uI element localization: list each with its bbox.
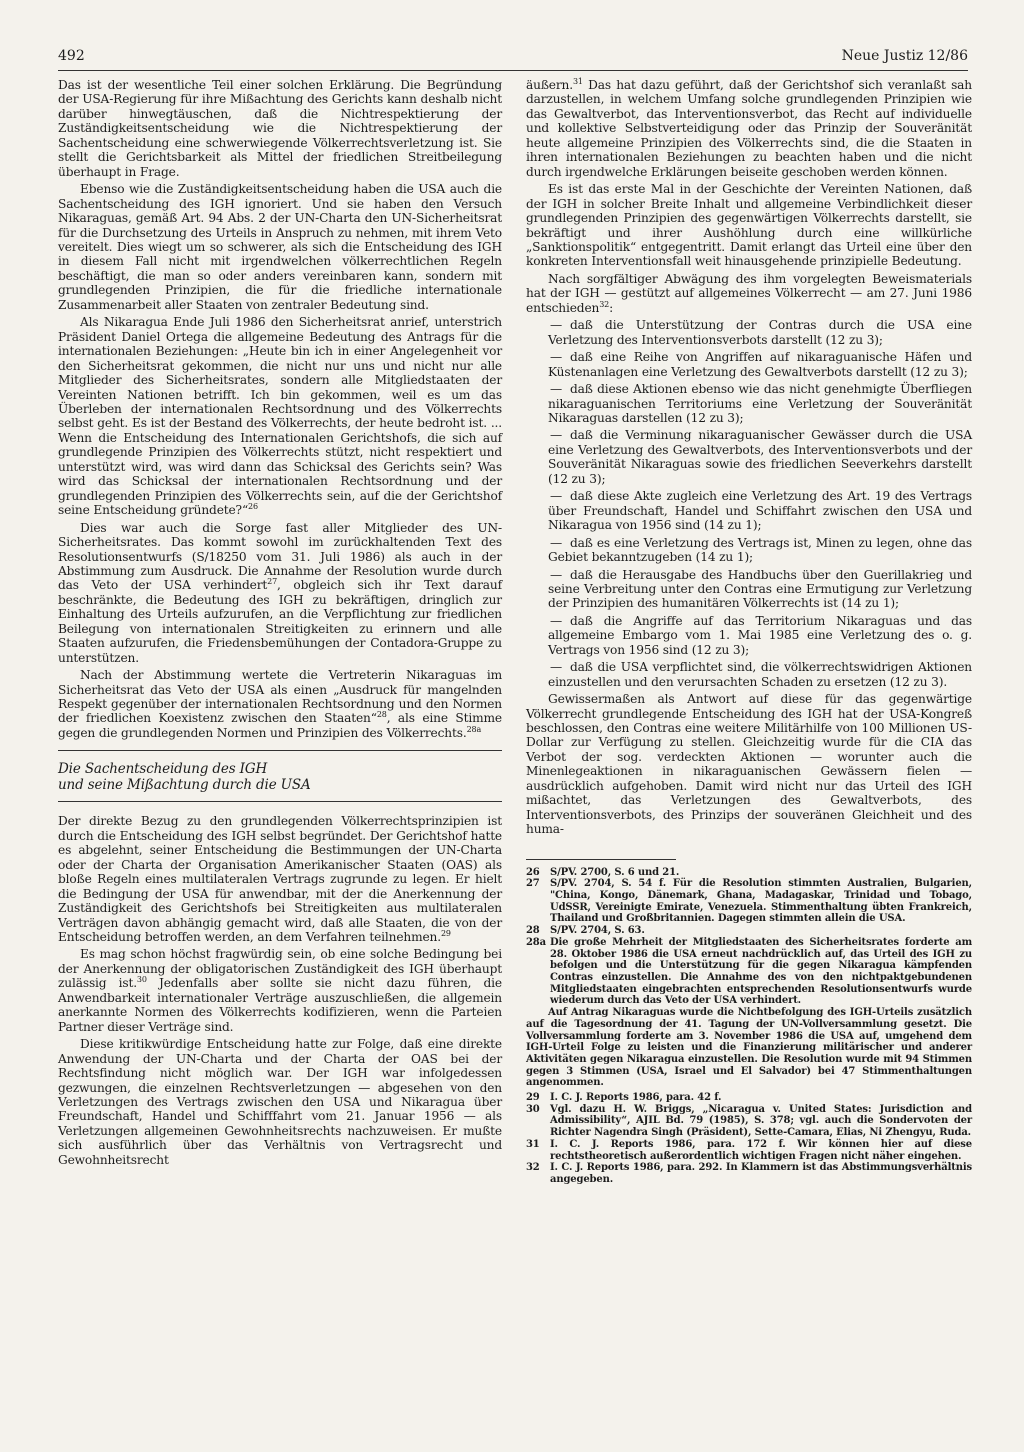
- paragraph-text: Nach sorgfältiger Abwägung des ihm vorgelegten Beweismaterials hat der IGH — gestützt auf allgemeines Völkerrecht — am 27. Juni 1986 entschieden: [526, 271, 972, 315]
- paragraph: Diese kritikwürdige Entscheidung hatte zur Folge, daß eine direkte Anwendung der UN-Charta und der Charta der OAS bei der Rechtsfindung nicht möglich war. Der IGH war infolgedessen gezwungen, die einzelnen Rechtsverletzungen — abgesehen von den Verletzungen des Vertrags zwischen den USA und Nikaragua über Freundschaft, Handel und Schifffahrt vom 21. Januar 1956 — als Verletzungen allgemeinen Gewohnheitsrechts nachzuweisen. Er mußte sich ausführlich über das Verhältnis von Vertragsrecht und Gewohnheitsrecht: [58, 1037, 502, 1167]
- paragraph-text: äußern.: [526, 78, 573, 92]
- footnote-ref: 32: [599, 299, 610, 309]
- footnote-number: 32: [526, 1162, 540, 1174]
- paragraph: Das ist der wesentliche Teil einer solchen Erklärung. Die Begründung der USA-Regierung für ihre Mißachtung des Gerichts kann deshalb nicht darüber hinwegtäuschen, daß die Nichtrespektierung der Zuständigkeitsentscheidung wie die Nichtrespektierung der Sachentscheidung eine schwerwiegende Völkerrechtsverletzung ist. Sie stellt die Gerichtsbarkeit als Mittel der friedlichen Streitbeilegung überhaupt in Frage.: [58, 78, 502, 179]
- paragraph: [58, 521, 502, 666]
- paragraph: [58, 668, 502, 740]
- footnote-continuation: Auf Antrag Nikaraguas wurde die Nichtbefolgung des IGH-Urteils zusätzlich auf die Tagesordnung der 41. Tagung der UN-Vollversammlung gesetzt. Die Vollversammlung forderte am 3. November 1986 die USA auf, umgehend dem IGH-Urteil Folge zu leisten und die Finanzierung militärischer und anderer Aktivitäten gegen Nikaragua einzustellen. Die Resolution wurde mit 94 Stimmen gegen 3 Stimmen (USA, Israel und El Salvador) bei 47 Stimmenthaltungen angenommen.: [526, 1007, 972, 1089]
- list-item: [526, 350, 972, 379]
- footnote-text: S/PV. 2704, S. 54 f. Für die Resolution stimmten Australien, Bulgarien, "China, Kongo, Dänemark, Ghana, Madagaskar, Trinidad und Tobago, UdSSR, Vereinigte Emirate, Venezuela. Stimmenthaltung übten Frankreich, Thailand und Großbritannien. Dagegen stimmten allein die USA.: [550, 878, 972, 925]
- paragraph-text: Das hat dazu geführt, daß der Gerichtshof sich veranlaßt sah darzustellen, in welchem Umfang solche grundlegenden Prinzipien wie das Gewaltverbot, das Interventionsverbot, das Recht auf individuelle und kollektive Selbstverteidigung oder das Prinzip der Souveränität heute allgemeine Prinzipien des Völkerrechts sind, die die Staaten in ihren internationalen Beziehungen zu beachten haben und die nicht durch irgendwelche Erklärungen beiseite geschoben werden können.: [526, 78, 972, 179]
- paragraph: [58, 947, 502, 1034]
- footnote: [526, 1162, 972, 1185]
- footnote-ref: 31: [572, 76, 583, 86]
- paragraph: Es ist das erste Mal in der Geschichte der Vereinten Nationen, daß der IGH in solcher Breite Inhalt und allgemeine Verbindlichkeit dieser grundlegenden Prinzipien des gegenwärtigen Völkerrechts darstellt, sie bekräftigt und ihrer Aushöhlung durch eine willkürliche „Sanktionspolitik“ entgegentritt. Damit erlangt das Urteil eine über den konkreten Interventionsfall weit hinausgehende prinzipielle Bedeutung.: [526, 182, 972, 269]
- footnote: [526, 1139, 972, 1162]
- paragraph: [526, 272, 972, 315]
- list-item: [526, 489, 972, 532]
- footnote-number: 28: [526, 925, 540, 937]
- list-item-text: daß es eine Verletzung des Vertrags ist, Minen zu legen, ohne das Gebiet bekanntzugeben (14 zu 1);: [548, 535, 972, 565]
- footnote-text: Die große Mehrheit der Mitgliedstaaten des Sicherheitsrates forderte am 28. Oktober 1986 die USA erneut nachdrücklich auf, das Urteil des IGH zu befolgen und die Unterstützung für die gegen Nikaragua kämpfenden Contras einzustellen. Die Annahme des von den nichtpaktgebundenen Mitgliedstaaten eingebrachten entsprechenden Resolutionsentwurfs wurde wiederum durch das Veto der USA verhindert.: [550, 936, 972, 1007]
- section-heading-line: und seine Mißachtung durch die USA: [58, 777, 311, 794]
- paragraph-text: Jedenfalls aber sollte sie nicht dazu führen, die Anwendbarkeit internationaler Verträge auszuschließen, die allgemein anerkannte Normen des Völkerrechts kodifizieren, wenn die Parteien Partner dieser Verträge sind.: [58, 976, 502, 1034]
- list-item: [526, 660, 972, 689]
- footnote-text: I. C. J. Reports 1986, para. 42 f.: [550, 1092, 722, 1104]
- page-number: 492: [58, 48, 85, 64]
- paragraph: Ebenso wie die Zuständigkeitsentscheidung haben die USA auch die Sachentscheidung des IGH ignoriert. Und sie haben den Versuch Nikaraguas, gemäß Art. 94 Abs. 2 der UN-Charta den UN-Sicherheitsrat für die Durchsetzung des Urteils in Anspruch zu nehmen, mit ihrem Veto vereitelt. Dies wiegt um so schwerer, als sich die Entscheidung des IGH in diesem Fall nicht mit irgendwelchen völkerrechtlichen Regeln beschäftigt, die man so oder anders vereinbaren kann, sondern mit grundlegenden Prinzipien, die für die friedliche internationale Zusammenarbeit aller Staaten von zentraler Bedeutung sind.: [58, 182, 502, 312]
- section-heading: [58, 750, 502, 802]
- dash-icon: —: [550, 350, 563, 365]
- paragraph: Gewissermaßen als Antwort auf diese für das gegenwärtige Völkerrecht grundlegende Entscheidung des IGH hat der USA-Kongreß beschlossen, den Contras eine weitere Militärhilfe von 100 Millionen US-Dollar zur Verfügung zu stellen. Gleichzeitig wurde für die CIA das Verbot der sog. verdeckten Aktionen — worunter auch die Minenlegeaktionen in nikaraguanischen Gewässern fielen — ausdrücklich aufgehoben. Damit wird nicht nur das Urteil des IGH mißachtet, das Verletzungen des Gewaltverbots, des Interventionsverbots, des Prinzips der souveränen Gleichheit und des huma-: [526, 692, 972, 837]
- footnote-text: Vgl. dazu H. W. Briggs, „Nicaragua v. United States: Jurisdiction and Admissibility“, AJIL Bd. 79 (1985), S. 378; vgl. auch die Sondervoten der Richter Nagendra Singh (Präsident), Sette-Camara, Elias, Ni Zhengyu, Ruda.: [550, 1103, 972, 1139]
- list-item-text: daß eine Reihe von Angriffen auf nikaraguanische Häfen und Küstenanlagen eine Verletzung des Gewaltverbots darstellt (12 zu 3);: [548, 350, 972, 379]
- footnote-ref: 26: [248, 502, 258, 512]
- footnote-ref: 29: [440, 928, 451, 938]
- list-item-text: daß diese Aktionen ebenso wie das nicht genehmigte Überfliegen nikaraguanischen Territoriums eine Verletzung der Souveränität Nikaraguas darstellen (12 zu 3);: [548, 382, 972, 425]
- footnote-number: 26: [526, 866, 540, 878]
- footnote-text: I. C. J. Reports 1986, para. 172 f. Wir können hier auf diese rechtstheoretisch außerordentlich wichtigen Fragen nicht näher eingehen.: [550, 1138, 972, 1162]
- paragraph-text: Als Nikaragua Ende Juli 1986 den Sicherheitsrat anrief, unterstrich Präsident Daniel Ortega die allgemeine Bedeutung des Antrags für die internationalen Beziehungen: „Heute bin ich in einer Angelegenheit vor den Sicherheitsrat gekommen, die nicht nur uns und nicht nur alle Mitglieder des Sicherheitsrates, sondern alle Mitgliedstaaten der Vereinten Nationen betrifft. Ich bin gekommen, weil es um das Überleben der internationalen Rechtsordnung und des Völkerrechts selbst geht. Es ist der Bestand des Völkerrechts, der heute bedroht ist. ... Wenn die Entscheidung des Internationalen Gerichtshofs, die sich auf grundlegende Prinzipien des Völkerrechts stützt, nicht respektiert und unterstützt wird, was wird dann das Schicksal des Gerichts sein? Was wird das Schicksal der internationalen Rechtsordnung und der grundlegenden Prinzipien des Völkerrechts sein, auf die der Gerichtshof seine Entscheidung gründete?“: [58, 315, 502, 518]
- footnote-number: 28a: [526, 936, 546, 948]
- list-item: [526, 428, 972, 486]
- dash-icon: —: [550, 535, 563, 550]
- footnote-ref: 28a: [466, 724, 482, 734]
- dash-icon: —: [550, 318, 563, 333]
- footnotes: [526, 867, 972, 1186]
- list-item-text: daß diese Akte zugleich eine Verletzung des Art. 19 des Vertrags über Freundschaft, Handel und Schiffahrt zwischen den USA und Nikaragua von 1956 sind (14 zu 1);: [548, 489, 972, 533]
- footnote: [526, 878, 972, 925]
- dash-icon: —: [550, 489, 563, 504]
- footnote-ref: 28: [376, 710, 387, 720]
- footnote-ref: 27: [267, 577, 278, 587]
- dash-icon: —: [550, 567, 563, 582]
- paragraph-text: :: [609, 300, 614, 315]
- section-heading-line: Die Sachentscheidung des IGH: [58, 761, 268, 778]
- paragraph-text: Dies war auch die Sorge fast aller Mitglieder des UN-Sicherheitsrates. Das kommt sowohl im zurückhaltenden Text des Resolutionsentwurfs (S/18250 vom 31. Juli 1986) als auch in der Abstimmung zum Ausdruck. Die Annahme der Resolution wurde durch das Veto der USA verhindert: [58, 520, 502, 593]
- list-item: [526, 614, 972, 657]
- page-header: [58, 48, 968, 71]
- left-column: [58, 78, 502, 1170]
- dash-icon: —: [550, 613, 563, 628]
- list-item-text: daß die Angriffe auf das Territorium Nikaraguas und das allgemeine Embargo vom 1. Mai 1985 eine Verletzung des o. g. Vertrags von 1956 sind (12 zu 3);: [548, 613, 972, 657]
- footnote-number: 29: [526, 1092, 540, 1104]
- paragraph: [58, 315, 502, 517]
- paragraph: [58, 814, 502, 944]
- ruling-list: [526, 318, 972, 689]
- list-item: [526, 318, 972, 347]
- paragraph-text: , als eine Stimme gegen die grundlegenden Normen und Prinzipien des Völkerrechts.: [58, 711, 502, 740]
- list-item-text: daß die USA verpflichtet sind, die völkerrechtswidrigen Aktionen einzustellen und den verursachten Schaden zu ersetzen (12 zu 3).: [548, 660, 972, 689]
- paragraph-text: Es mag schon höchst fragwürdig sein, ob eine solche Bedingung bei der Anerkennung der obligatorischen Zuständigkeit des IGH überhaupt zulässig ist.: [58, 947, 502, 991]
- paragraph-text: Der direkte Bezug zu den grundlegenden Völkerrechtsprinzipien ist durch die Entscheidung des IGH selbst begründet. Der Gerichtshof hatte es abgelehnt, seiner Entscheidung die Bestimmungen der UN-Charta oder der Charta der Organisation Amerikanischer Staaten (OAS) als bloße Regeln eines multilateralen Vertrags zugrunde zu legen. Er hielt die Bedingung der USA für anwendbar, mit der die Anerkennung der Zuständigkeit des Gerichtshofs bei Streitigkeiten aus multilateralen Verträgen davon abhängig gemacht wird, daß alle Staaten, die von der Entscheidung betroffen werden, an dem Verfahren teilnehmen.: [58, 814, 502, 945]
- footnote-number: 30: [526, 1103, 540, 1115]
- footnote: [526, 937, 972, 1007]
- footnote-text: I. C. J. Reports 1986, para. 292. In Klammern ist das Abstimmungsverhältnis angegeben.: [550, 1162, 972, 1185]
- footnote-text: S/PV. 2700, S. 6 und 21.: [550, 866, 680, 878]
- footnote: [526, 925, 972, 937]
- paragraph-text: , obgleich sich ihr Text darauf beschränkte, die Bedeutung des IGH zu bekräftigen, dringlich zur Einhaltung des Urteils aufzurufen, an die Verpflichtung zur friedlichen Beilegung von internationalen Streitigkeiten zu erinnern und alle Staaten aufzurufen, die Friedensbemühungen der Contadora-Gruppe zu unterstützen.: [58, 578, 502, 665]
- footnote: [526, 1104, 972, 1139]
- right-column: [526, 78, 972, 1186]
- paragraph: [526, 78, 972, 179]
- footnote-ref: 30: [136, 975, 147, 985]
- dash-icon: —: [550, 382, 563, 397]
- dash-icon: —: [550, 428, 563, 443]
- footnote-number: 27: [526, 878, 540, 890]
- list-item-text: daß die Unterstützung der Contras durch die USA eine Verletzung des Interventionsverbots darstellt (12 zu 3);: [548, 318, 972, 347]
- list-item: [526, 568, 972, 611]
- list-item: [526, 382, 972, 425]
- footnote-text: S/PV. 2704, S. 63.: [550, 925, 645, 937]
- footnote-number: 31: [526, 1138, 540, 1150]
- footnote: [526, 867, 972, 879]
- list-item-text: daß die Verminung nikaraguanischer Gewässer durch die USA eine Verletzung des Gewaltverbots, des Interventionsverbots und der Souveränität Nikaraguas sowie des friedlichen Seeverkehrs darstellt (12 zu 3);: [548, 428, 972, 486]
- footnote: [526, 1092, 972, 1104]
- dash-icon: —: [550, 660, 563, 675]
- journal-title: Neue Justiz 12/86: [841, 48, 968, 64]
- paragraph-text: Nach der Abstimmung wertete die Vertreterin Nikaraguas im Sicherheitsrat das Veto der USA als einen „Ausdruck für mangelnden Respekt gegenüber der internationalen Rechtsordnung und den Normen der friedlichen Koexistenz zwischen den Staaten“: [58, 668, 502, 726]
- footnote-divider: [526, 859, 676, 860]
- list-item-text: daß die Herausgabe des Handbuchs über den Guerillakrieg und seine Verbreitung unter den Contras eine Ermutigung zur Verletzung der Prinzipien des humanitären Völkerrechts ist (14 zu 1);: [548, 567, 972, 611]
- list-item: [526, 536, 972, 565]
